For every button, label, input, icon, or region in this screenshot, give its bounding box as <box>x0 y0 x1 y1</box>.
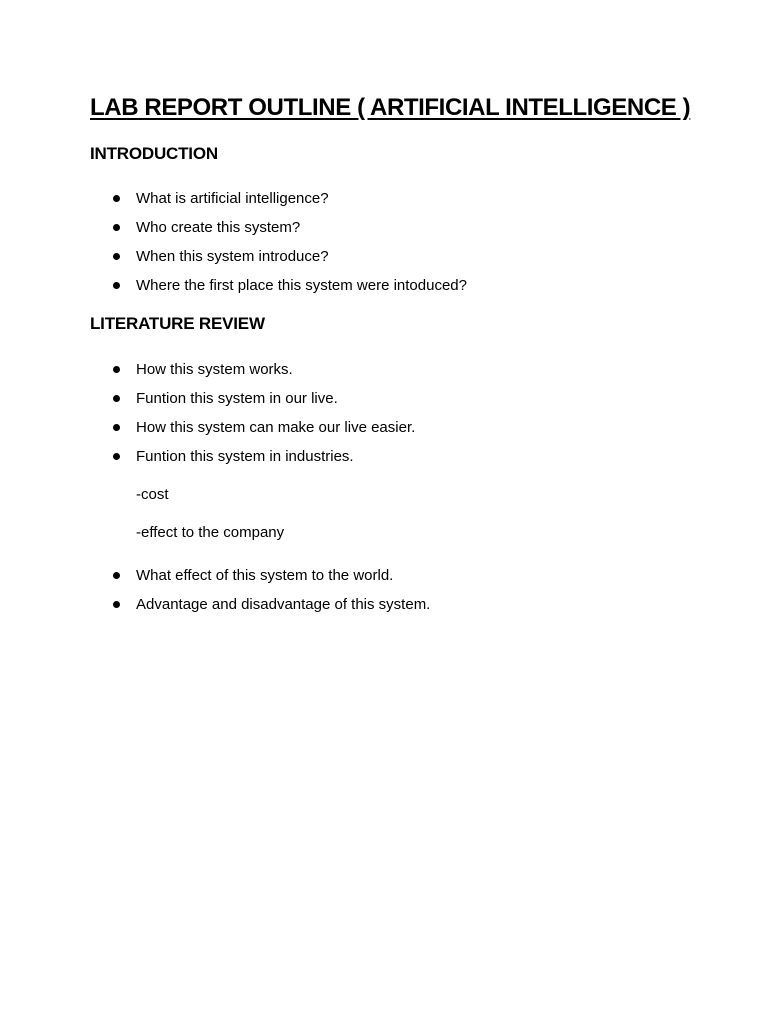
sub-note-effect: -effect to the company <box>136 524 285 541</box>
list-item-text: Advantage and disadvantage of this system. <box>136 596 431 613</box>
bullet-icon <box>113 424 120 431</box>
bullet-icon <box>113 395 120 402</box>
list-item <box>90 355 415 384</box>
bullet-icon <box>113 366 120 373</box>
list-item-text: When this system introduce? <box>136 248 329 265</box>
list-item <box>90 442 415 471</box>
literature-review-heading: LITERATURE REVIEW <box>90 314 265 333</box>
list-item-text: What is artificial intelligence? <box>136 190 329 207</box>
sub-note-cost: -cost <box>136 486 169 503</box>
list-item <box>90 384 415 413</box>
literature-review-list <box>90 355 415 471</box>
list-item-text: How this system can make our live easier. <box>136 419 416 436</box>
document-title: LAB REPORT OUTLINE ( ARTIFICIAL INTELLIGENCE ) <box>90 94 691 121</box>
list-item <box>90 242 467 271</box>
bullet-icon <box>113 253 120 260</box>
list-item <box>90 213 467 242</box>
list-item-text: Funtion this system in industries. <box>136 448 354 465</box>
bullet-icon <box>113 453 120 460</box>
bullet-icon <box>113 224 120 231</box>
bullet-icon <box>113 282 120 289</box>
introduction-heading: INTRODUCTION <box>90 144 218 163</box>
introduction-list <box>90 184 467 300</box>
list-item <box>90 271 467 300</box>
literature-review-list-continued <box>90 561 430 619</box>
list-item-text: What effect of this system to the world. <box>136 567 394 584</box>
bullet-icon <box>113 195 120 202</box>
bullet-icon <box>113 601 120 608</box>
list-item-text: How this system works. <box>136 361 293 378</box>
list-item <box>90 590 430 619</box>
bullet-icon <box>113 572 120 579</box>
list-item <box>90 413 415 442</box>
list-item-text: Who create this system? <box>136 219 301 236</box>
list-item-text: Where the first place this system were intoduced? <box>136 277 467 294</box>
list-item <box>90 184 467 213</box>
list-item-text: Funtion this system in our live. <box>136 390 338 407</box>
list-item <box>90 561 430 590</box>
